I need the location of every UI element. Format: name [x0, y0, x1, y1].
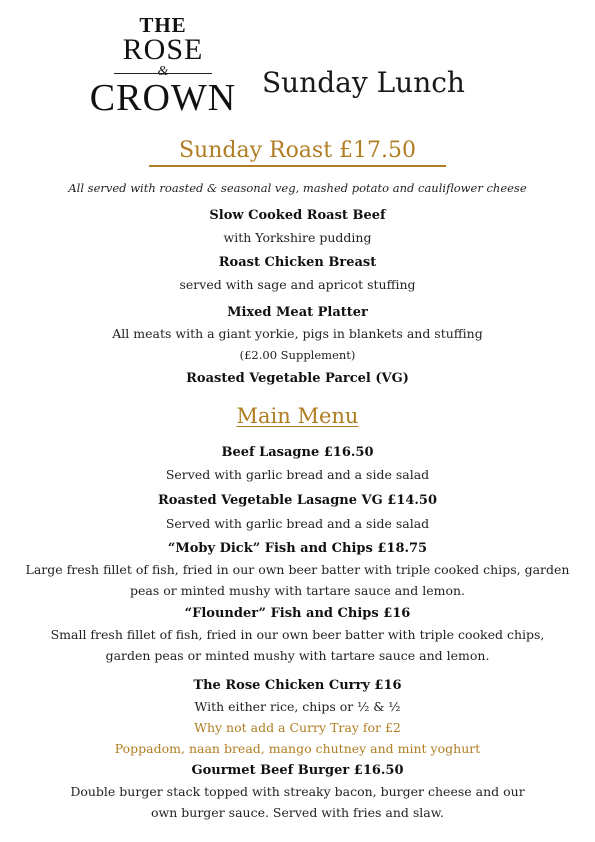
main-menu-heading-text: Main Menu [236, 404, 359, 428]
logo-rule-left [114, 73, 166, 74]
dish-supplement-note: (£2.00 Supplement) [239, 348, 356, 362]
curry-tray-upsell: Why not add a Curry Tray for £2 [194, 720, 401, 735]
dish-description: Double burger stack topped with streaky bacon, burger cheese and our [70, 784, 525, 799]
curry-tray-description: Poppadom, naan bread, mango chutney and mint yoghurt [114, 741, 481, 756]
dish-name: Mixed Meat Platter [227, 305, 368, 320]
sunday-roast-intro: All served with roasted & seasonal veg, mashed potato and cauliflower cheese [68, 181, 527, 195]
dish-name: Gourmet Beef Burger £16.50 [191, 763, 404, 778]
logo-ampersand-row [78, 64, 248, 80]
dish-description: own burger sauce. Served with fries and slaw. [151, 805, 444, 820]
sunday-roast-heading-text: Sunday Roast £17.50 [149, 138, 446, 167]
page-title: Sunday Lunch [262, 66, 465, 99]
dish-name: Roast Chicken Breast [218, 255, 377, 270]
dish-description: Small fresh fillet of fish, fried in our own beer batter with triple cooked chips, [50, 627, 545, 642]
sunday-roast-heading [0, 138, 595, 167]
dish-description: With either rice, chips or ½ & ½ [194, 699, 401, 714]
dish-name: The Rose Chicken Curry £16 [193, 678, 402, 693]
rose-and-crown-logo [78, 14, 248, 122]
dish-name: “Flounder” Fish and Chips £16 [184, 606, 411, 621]
dish-description: Served with garlic bread and a side salad [165, 467, 430, 482]
dish-description: peas or minted mushy with tartare sauce and lemon. [130, 583, 465, 598]
dish-description: garden peas or minted mushy with tartare sauce and lemon. [105, 648, 490, 663]
dish-name: Beef Lasagne £16.50 [221, 445, 374, 460]
dish-description: Large fresh fillet of fish, fried in our own beer batter with triple cooked chips, garden [25, 562, 570, 577]
dish-name: Slow Cooked Roast Beef [209, 208, 386, 223]
logo-ampersand: & [157, 64, 169, 79]
dish-description: Served with garlic bread and a side salad [165, 516, 430, 531]
logo-crown: CROWN [89, 77, 237, 119]
dish-description: with Yorkshire pudding [223, 230, 372, 245]
dish-name: Roasted Vegetable Lasagne VG £14.50 [158, 493, 437, 508]
dish-description: All meats with a giant yorkie, pigs in blankets and stuffing [112, 326, 483, 341]
dish-description: served with sage and apricot stuffing [179, 277, 416, 292]
main-menu-heading [0, 404, 595, 428]
logo-rose: ROSE [122, 33, 204, 66]
logo-the: THE [139, 13, 187, 37]
dish-name: “Moby Dick” Fish and Chips £18.75 [167, 541, 428, 556]
logo-rule-right [160, 73, 212, 74]
dish-name: Roasted Vegetable Parcel (VG) [186, 371, 409, 386]
